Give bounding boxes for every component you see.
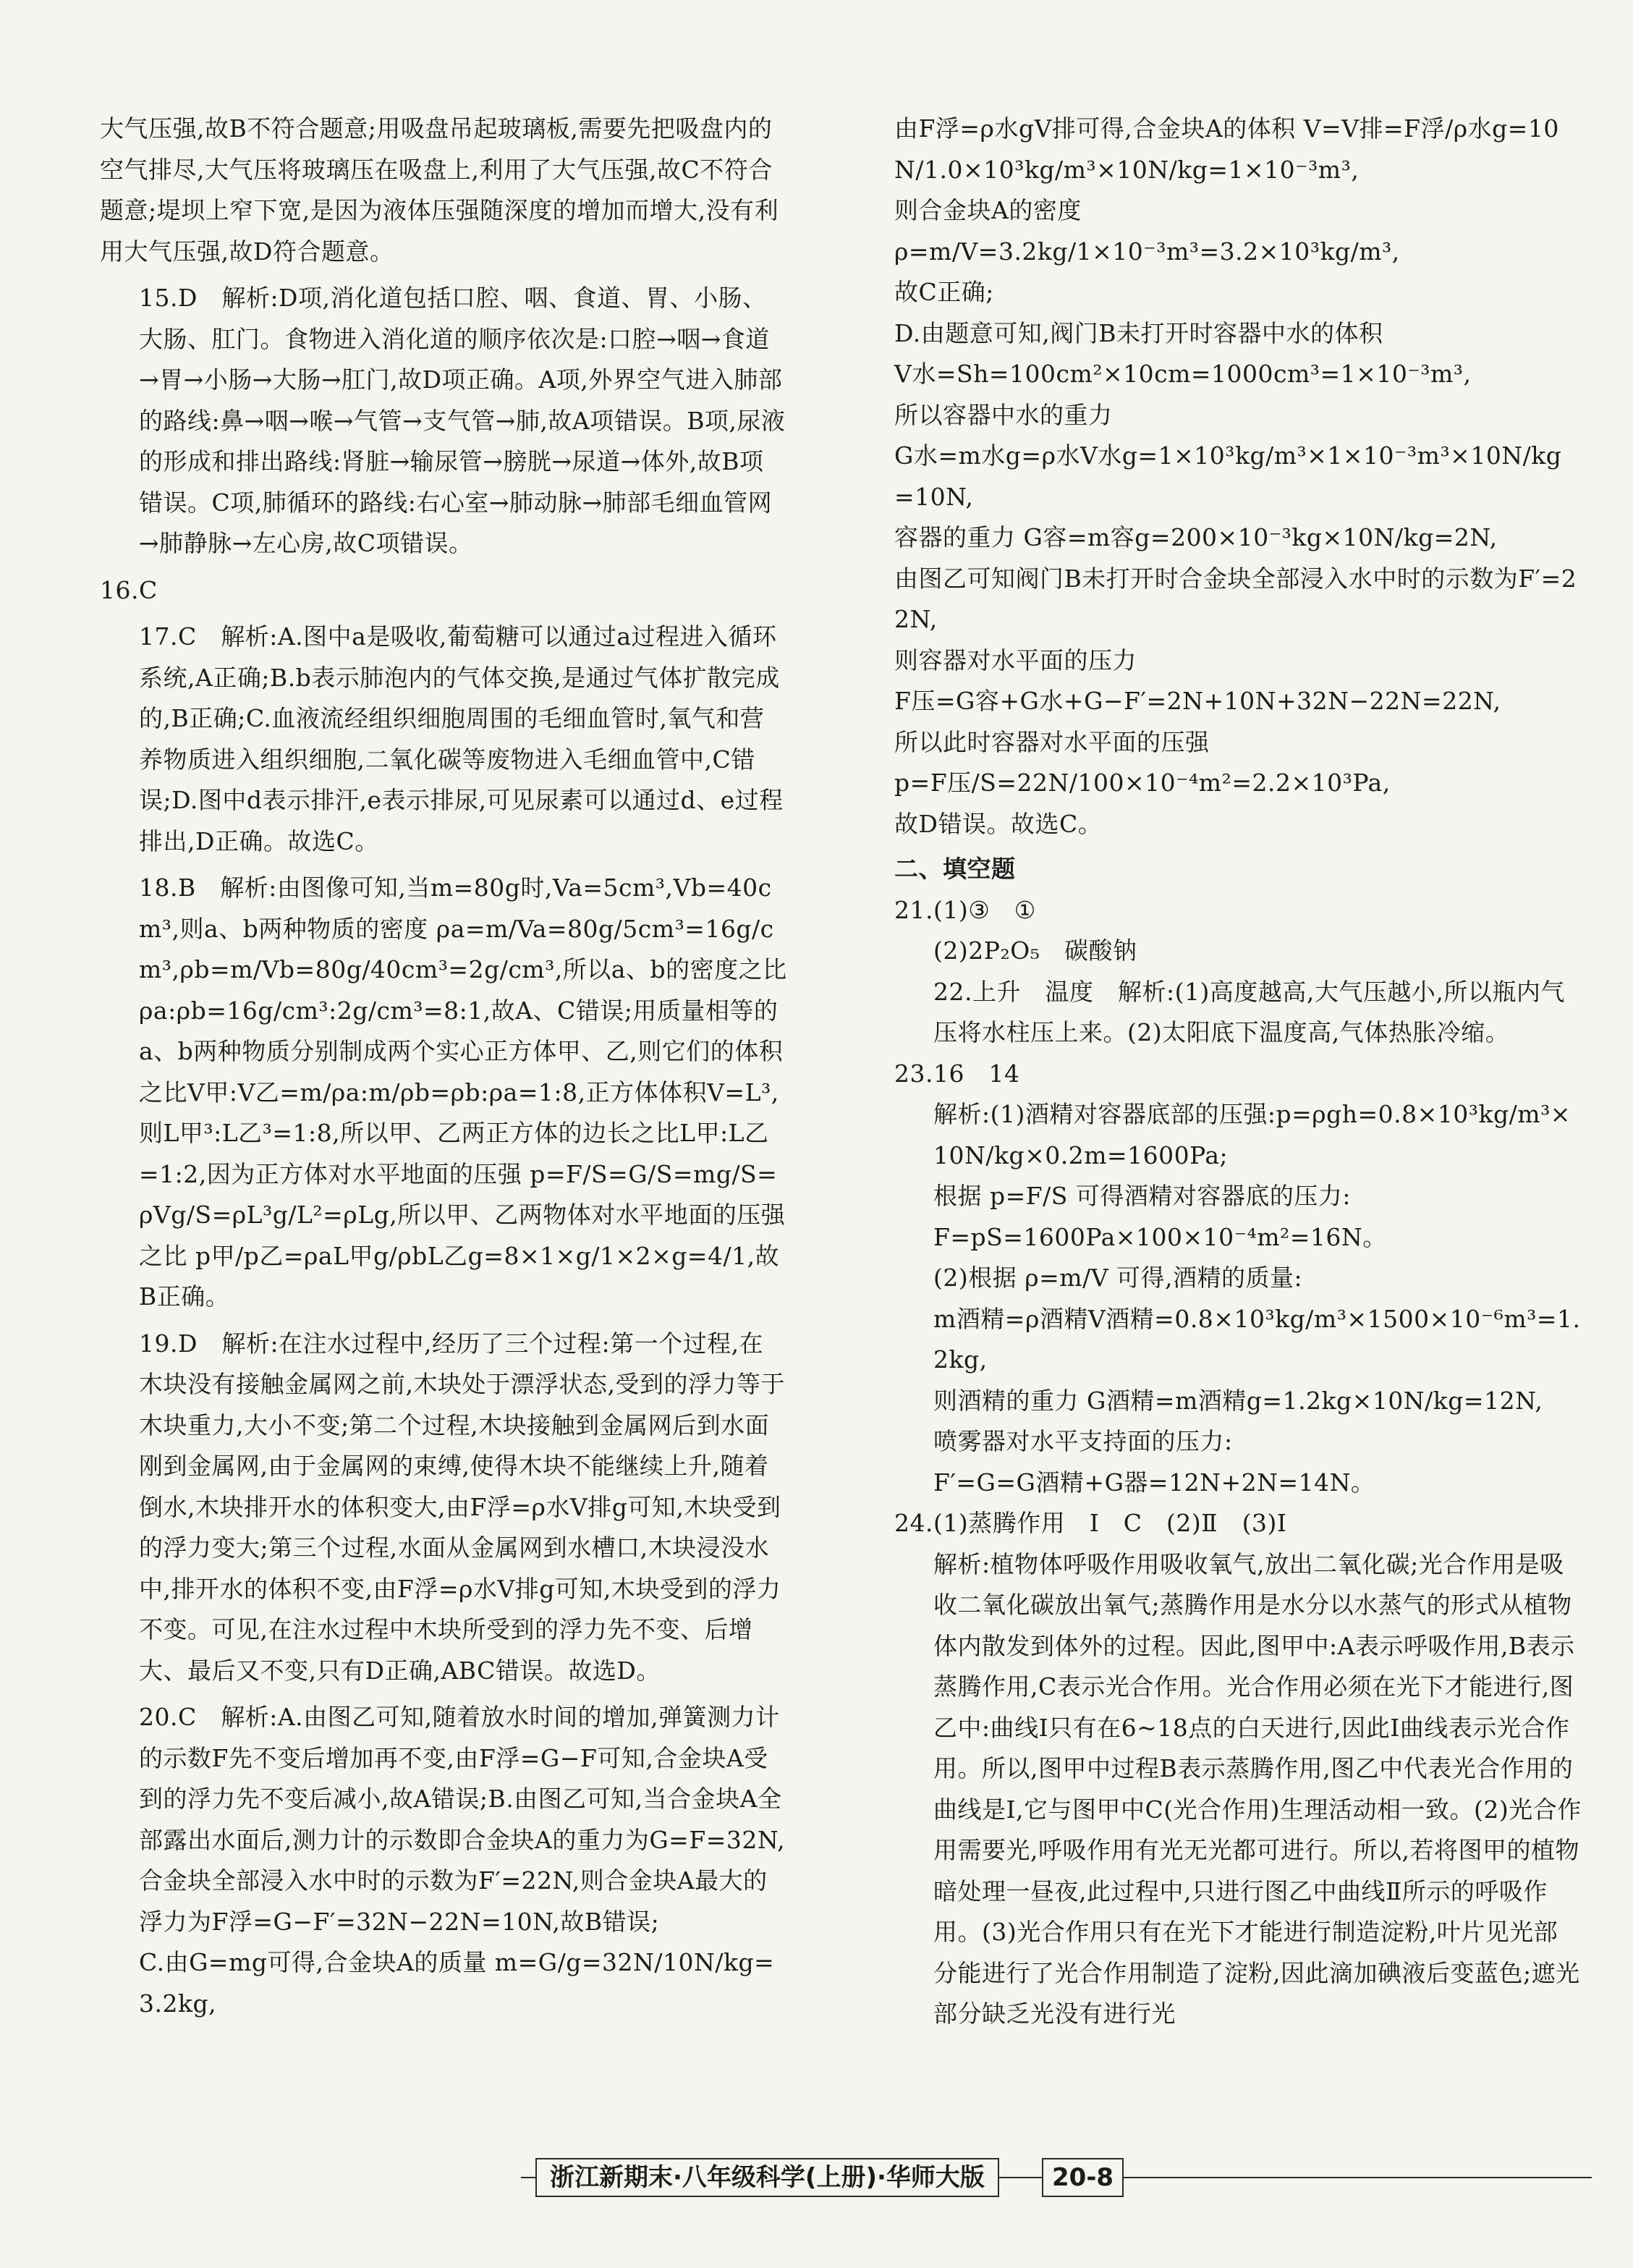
answer-19: 19.D 解析:在注水过程中,经历了三个过程:第一个过程,在木块没有接触金属网之前,木块处于漂浮状态,受到的浮力等于木块重力,大小不变;第二个过程,木块接触到金属网后到水面刚到金属网,由于金属网的束缚,使得木块不能继续上升,随着倒水,木块排开水的体积变大,由F浮=ρ水V排g可知,木块受到的浮力变大;第三个过程,水面从金属网到水槽口,木块浸没水中,排开水的体积不变,由F浮=ρ水V排g可知,木块受到的浮力不变。可见,在注水过程中木块所受到的浮力先不变、后增大、最后又不变,只有D正确,ABC错误。故选D。 bbox=[139, 1329, 785, 1685]
answer-20-density-label: 则合金块A的密度 bbox=[894, 196, 1082, 224]
answer-21-2: (2)2P₂O₅ 碳酸钠 bbox=[933, 936, 1137, 965]
answer-22: 22.上升 温度 解析:(1)高度越高,大气压越小,所以瓶内气压将水柱压上来。(2)太阳底下温度高,气体热胀冷缩。 bbox=[933, 977, 1565, 1046]
answer-21-1: 21.(1)③ ① bbox=[894, 895, 1036, 924]
answer-20-c-correct: 故C正确; bbox=[894, 278, 994, 306]
page-number: 20-8 bbox=[1042, 2158, 1124, 2197]
answer-20-water-volume: V水=Sh=100cm²×10cm=1000cm³=1×10⁻³m³, bbox=[894, 360, 1472, 388]
answer-15: 15.D 解析:D项,消化道包括口腔、咽、食道、胃、小肠、大肠、肛门。食物进入消化道的顺序依次是:口腔→咽→食道→胃→小肠→大肠→肛门,故D项正确。A项,外界空气进入肺部的路线:鼻→咽→喉→气管→支气管→肺,故A项错误。B项,尿液的形成和排出路线:肾脏→输尿管→膀胱→尿道→体外,故B项错误。C项,肺循环的路线:右心室→肺动脉→肺部毛细血管网→肺静脉→左心房,故C项错误。 bbox=[139, 284, 786, 557]
answer-20-pressure-label: 所以此时容器对水平面的压强 bbox=[894, 727, 1210, 756]
answer-17: 17.C 解析:A.图中a是吸收,葡萄糖可以通过a过程进入循环系统,A正确;B.b表示肺泡内的气体交换,是通过气体扩散完成的,B正确;C.血液流经组织细胞周围的毛细血管时,氧气和营养物质进入组织细胞,二氧化碳等废物进入毛细血管中,C错误;D.图中d表示排汗,e表示排尿,可见尿素可以通过d、e过程排出,D正确。故选C。 bbox=[139, 622, 784, 855]
answer-18: 18.B 解析:由图像可知,当m=80g时,Va=5cm³,Vb=40cm³,则a、b两种物质的密度 ρa=m/Va=80g/5cm³=16g/cm³,ρb=m/Vb=80g/40cm³=2g/cm³,所以a、b的密度之比ρa:ρb=16g/cm³:2g/cm³=8:1,故A、C错误;用质量相等的a、b两种物质分别制成两个实心正方体甲、乙,则它们的体积之比V甲:V乙=m/ρa:m/ρb=ρb:ρa=1:8,正方体体积V=L³,则L甲³:L乙³=1:8,所以甲、乙两正方体的边长之比L甲:L乙=1:2,因为正方体对水平地面的压强 p=F/S=G/S=mg/S=ρVg/S=ρL³g/L²=ρLg,所以甲、乙两物体对水平地面的压强之比 p甲/p乙=ρaL甲g/ρbL乙g=8×1×g/1×2×g=4/1,故B正确。 bbox=[139, 873, 787, 1311]
answer-23-force: F=pS=1600Pa×100×10⁻⁴m²=16N。 bbox=[933, 1222, 1387, 1251]
answer-20-pressure-force-label: 则容器对水平面的压力 bbox=[894, 646, 1137, 674]
answer-23-force-label: 根据 p=F/S 可得酒精对容器底的压力: bbox=[933, 1182, 1351, 1210]
answer-24-explanation: 解析:植物体呼吸作用吸收氧气,放出二氧化碳;光合作用是吸收二氧化碳放出氧气;蒸腾作用是水分以水蒸气的形式从植物体内散发到体外的过程。因此,图甲中:A表示呼吸作用,B表示蒸腾作用,C表示光合作用。光合作用必须在光下才能进行,图乙中:曲线Ⅰ只有在6~18点的白天进行,因此Ⅰ曲线表示光合作用。所以,图甲中过程B表示蒸腾作用,图乙中代表光合作用的曲线是Ⅰ,它与图甲中C(光合作用)生理活动相一致。(2)光合作用需要光,呼吸作用有光无光都可进行。所以,若将图甲的植物暗处理一昼夜,此过程中,只进行图乙中曲线Ⅱ所示的呼吸作用。(3)光合作用只有在光下才能进行制造淀粉,叶片见光部分能进行了光合作用制造了淀粉,因此滴加碘液后变蓝色;遮光部分缺乏光没有进行光 bbox=[933, 1549, 1582, 2028]
footer-title: 浙江新期末·八年级科学(上册)·华师大版 bbox=[535, 2158, 999, 2197]
answer-23-part2: (2)根据 ρ=m/V 可得,酒精的质量: bbox=[933, 1264, 1303, 1292]
answer-20-reading: 由图乙可知阀门B未打开时合金块全部浸入水中时的示数为F′=22N, bbox=[894, 564, 1577, 633]
answer-20: 20.C 解析:A.由图乙可知,随着放水时间的增加,弹簧测力计的示数F先不变后增加再不变,由F浮=G−F可知,合金块A受到的浮力先不变后减小,故A错误;B.由图乙可知,当合金块A全部露出水面后,测力计的示数即合金块A的重力为G=F=32N,合金块全部浸入水中时的示数为F′=22N,则合金块A最大的浮力为F浮=G−F′=32N−22N=10N,故B错误; bbox=[139, 1703, 786, 1936]
answer-20-density: ρ=m/V=3.2kg/1×10⁻³m³=3.2×10³kg/m³, bbox=[894, 237, 1400, 266]
answer-23-part1: 解析:(1)酒精对容器底部的压强:p=ρgh=0.8×10³kg/m³×10N/kg×0.2m=1600Pa; bbox=[933, 1100, 1571, 1169]
answer-20-part-d: D.由题意可知,阀门B未打开时容器中水的体积 bbox=[894, 318, 1383, 347]
answer-20-conclusion: 故D错误。故选C。 bbox=[894, 809, 1103, 838]
answer-20-volume: 由F浮=ρ水gV排可得,合金块A的体积 V=V排=F浮/ρ水g=10N/1.0×10³kg/m³×10N/kg=1×10⁻³m³, bbox=[894, 114, 1559, 184]
answer-20-water-weight: G水=m水g=ρ水V水g=1×10³kg/m³×1×10⁻³m³×10N/kg=10N, bbox=[894, 441, 1562, 511]
answer-20-container-weight: 容器的重力 G容=m容g=200×10⁻³kg×10N/kg=2N, bbox=[894, 523, 1498, 551]
answer-16: 16.C bbox=[100, 575, 158, 604]
section-heading-fill-in: 二、填空题 bbox=[894, 855, 1016, 883]
left-column bbox=[100, 109, 787, 2024]
answer-20-pressure-force: F压=G容+G水+G−F′=2N+10N+32N−22N=22N, bbox=[894, 687, 1501, 715]
answer-23-support-label: 喷雾器对水平支持面的压力: bbox=[933, 1427, 1233, 1455]
answer-20-water-weight-label: 所以容器中水的重力 bbox=[894, 400, 1113, 429]
page-footer bbox=[0, 2155, 1633, 2201]
answer-23-weight: 则酒精的重力 G酒精=m酒精g=1.2kg×10N/kg=12N, bbox=[933, 1386, 1543, 1415]
answer-23-support-force: F′=G=G酒精+G器=12N+2N=14N。 bbox=[933, 1468, 1375, 1497]
answer-14-continued: 大气压强,故B不符合题意;用吸盘吊起玻璃板,需要先把吸盘内的空气排尽,大气压将玻璃压在吸盘上,利用了大气压强,故C不符合题意;堤坝上窄下宽,是因为液体压强随深度的增加而增大,没有利用大气压强,故D符合题意。 bbox=[100, 114, 779, 266]
right-column bbox=[894, 109, 1582, 2035]
answer-24: 24.(1)蒸腾作用 Ⅰ C (2)Ⅱ (3)Ⅰ bbox=[894, 1509, 1287, 1537]
answer-20-pressure: p=F压/S=22N/100×10⁻⁴m²=2.2×10³Pa, bbox=[894, 769, 1391, 797]
answer-20-part-c: C.由G=mg可得,合金块A的质量 m=G/g=32N/10N/kg=3.2kg, bbox=[139, 1948, 775, 2018]
answer-23-mass: m酒精=ρ酒精V酒精=0.8×10³kg/m³×1500×10⁻⁶m³=1.2kg, bbox=[933, 1304, 1581, 1374]
answer-23: 23.16 14 bbox=[894, 1059, 1020, 1088]
